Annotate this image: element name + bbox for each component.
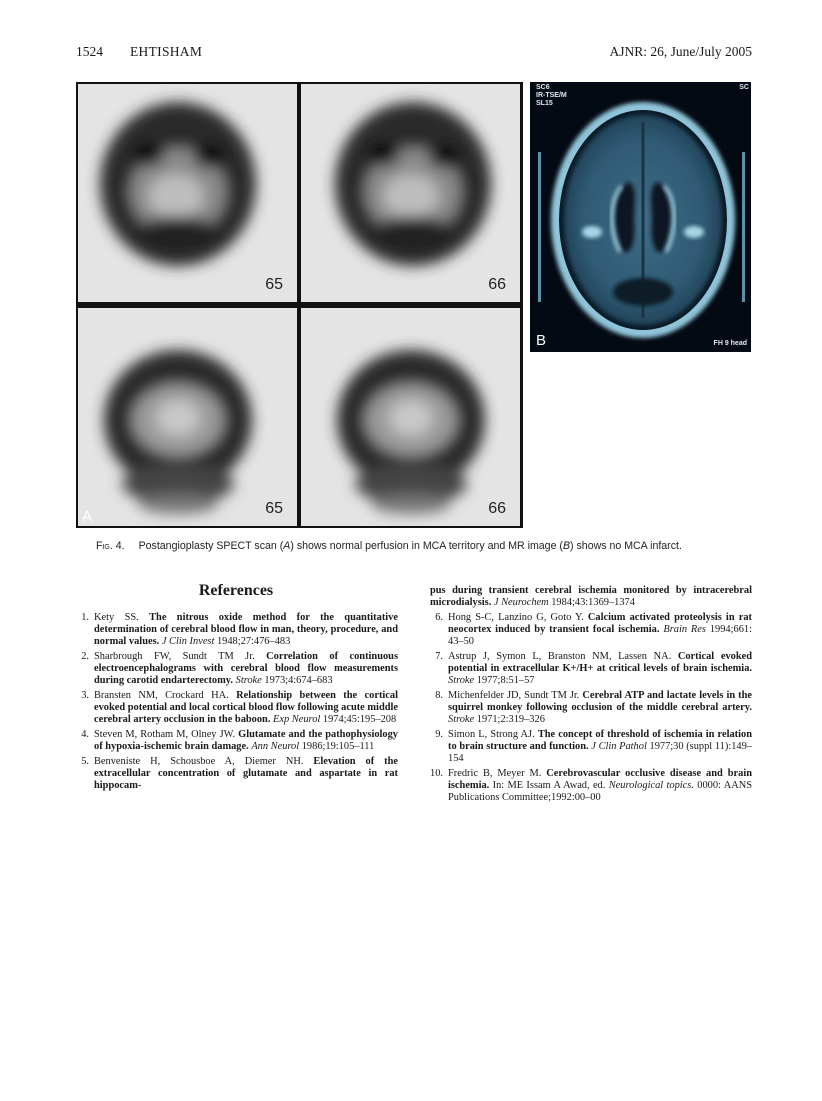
spect-slice-image	[301, 84, 520, 302]
reference-details: 1994;661: 43–50	[448, 624, 752, 647]
reference-journal: J Neurochem	[493, 597, 549, 608]
running-author: EHTISHAM	[130, 44, 203, 59]
reference-title: Cerebral ATP and lactate levels in the squirrel monkey following occlusion of the middle cerebral artery.	[448, 690, 752, 713]
reference-number: 4.	[81, 729, 89, 740]
reference-details: 0000: AANS Publications Committee;1992:00–00	[448, 780, 752, 803]
reference-item	[76, 612, 398, 648]
journal-citation: AJNR: 26, June/July 2005	[609, 44, 752, 59]
reference-title: pus during transient cerebral ischemia monitored by intracerebral microdialysis.	[430, 585, 752, 608]
reference-item	[430, 612, 752, 648]
reference-journal: Neurological topics.	[608, 780, 694, 791]
slice-number: 66	[488, 276, 506, 293]
reference-authors: Benveniste H, Schousboe A, Diemer NH.	[94, 756, 314, 767]
reference-journal: Stroke	[448, 675, 475, 686]
reference-authors: Steven M, Rotham M, Olney JW.	[94, 729, 239, 740]
reference-journal: Ann Neurol	[251, 741, 300, 752]
references-column-right	[430, 585, 752, 807]
reference-journal: J Clin Invest	[161, 636, 215, 647]
reference-number: 5.	[81, 756, 89, 767]
figure-label: Fig. 4.	[96, 540, 125, 552]
spect-brain-top	[301, 84, 520, 302]
page-number: 1524	[76, 44, 103, 59]
reference-item	[430, 585, 752, 609]
mr-side-label: SC	[739, 84, 749, 91]
reference-title: The concept of threshold of ischemia in relation to brain structure and function.	[448, 729, 752, 752]
spect-brain-bottom	[78, 308, 297, 526]
reference-item	[76, 756, 398, 792]
caption-panel-ref: B	[562, 540, 571, 552]
reference-details: 1971;2:319–326	[474, 714, 545, 725]
slice-number: 66	[488, 500, 506, 517]
reference-details: 1977;8:51–57	[474, 675, 535, 686]
reference-authors: Fredric B, Meyer M.	[448, 768, 547, 779]
mr-sequence-label: SC6 IR-TSE/M SL15	[536, 84, 567, 107]
reference-editor: In: ME Issam A Awad, ed.	[489, 780, 606, 791]
reference-title: The nitrous oxide method for the quantitative determination of cerebral blood flow in man, theory, procedure, and normal values.	[94, 612, 398, 647]
reference-number: 2.	[81, 651, 89, 662]
reference-authors: Sharbrough FW, Sundt TM Jr.	[94, 651, 267, 662]
panel-letter: B	[536, 332, 547, 349]
reference-title: Relationship between the cortical evoked potential and local cortical blood flow following acute middle cerebral artery occlusion in the baboon.	[94, 690, 399, 725]
reference-number: 6.	[435, 612, 443, 623]
reference-title: Correlation of continuous electroencephalograms with cerebral blood flow measurements during carotid endarterectomy.	[94, 651, 398, 686]
reference-authors: Michenfelder JD, Sundt TM Jr.	[448, 690, 583, 701]
reference-number: 1.	[81, 612, 89, 623]
slice-number: 65	[265, 276, 283, 293]
figure-caption	[96, 540, 752, 552]
spect-slice-image	[78, 308, 297, 526]
reference-authors: Bransten NM, Crockard HA.	[94, 690, 237, 701]
spect-slice-image	[78, 84, 297, 302]
reference-authors: Hong S-C, Lanzino G, Goto Y.	[448, 612, 588, 623]
reference-title: Glutamate and the pathophysiology of hypoxia-ischemic brain damage.	[94, 729, 399, 752]
reference-number: 9.	[435, 729, 443, 740]
reference-journal: Stroke	[235, 675, 262, 686]
spect-brain-bottom	[301, 308, 520, 526]
running-head	[76, 44, 752, 64]
reference-title: Cerebrovascular occlusive disease and brain ischemia.	[448, 768, 752, 791]
reference-details: 1986;19:105–111	[299, 741, 375, 752]
reference-journal: Brain Res	[663, 624, 706, 635]
figure-panel-a	[76, 82, 523, 528]
reference-authors: Kety SS.	[94, 612, 150, 623]
reference-number: 3.	[81, 690, 89, 701]
reference-authors: Simon L, Strong AJ.	[448, 729, 538, 740]
reference-number: 8.	[435, 690, 443, 701]
spect-brain-top	[78, 84, 297, 302]
spect-slice-image	[301, 308, 520, 526]
reference-item	[430, 729, 752, 765]
reference-journal: Stroke	[448, 714, 475, 725]
mr-brain-image	[530, 82, 751, 352]
reference-item	[430, 651, 752, 687]
reference-item	[76, 690, 398, 726]
reference-number: 7.	[435, 651, 443, 662]
reference-details: 1977;30 (suppl 11):149–154	[448, 741, 752, 764]
reference-title: Elevation of the extracellular concentration of glutamate and aspartate in rat hippocam-	[94, 756, 399, 791]
reference-title: Calcium activated proteolysis in rat neocortex induced by transient focal ischemia.	[448, 612, 752, 635]
reference-details: 1948;27:476–483	[214, 636, 291, 647]
reference-details: 1974;45:195–208	[320, 714, 397, 725]
reference-details: 1973;4:674–683	[261, 675, 333, 686]
reference-item	[76, 729, 398, 753]
caption-panel-ref: A	[283, 540, 291, 552]
caption-text: Postangioplasty SPECT scan (A) shows normal perfusion in MCA territory and MR image (B) shows no MCA infarct.	[138, 540, 682, 552]
references-heading: References	[198, 582, 274, 599]
reference-journal: J Clin Pathol	[591, 741, 647, 752]
reference-title: Cortical evoked potential in extracellular K+/H+ at critical levels of brain ischemia.	[448, 651, 753, 674]
reference-number: 10.	[430, 768, 443, 779]
reference-authors: Astrup J, Symon L, Branston NM, Lassen NA.	[448, 651, 678, 662]
references-column-left	[76, 612, 398, 795]
panel-letter: A	[82, 508, 93, 525]
reference-details: 1984;43:1369–1374	[548, 597, 635, 608]
figure-panel-b	[530, 82, 751, 352]
reference-item	[76, 651, 398, 687]
slice-number: 65	[265, 500, 283, 517]
reference-journal: Exp Neurol	[273, 714, 321, 725]
mr-orientation-label: FH 9 head	[713, 340, 747, 347]
reference-item	[430, 768, 752, 804]
reference-item	[430, 690, 752, 726]
